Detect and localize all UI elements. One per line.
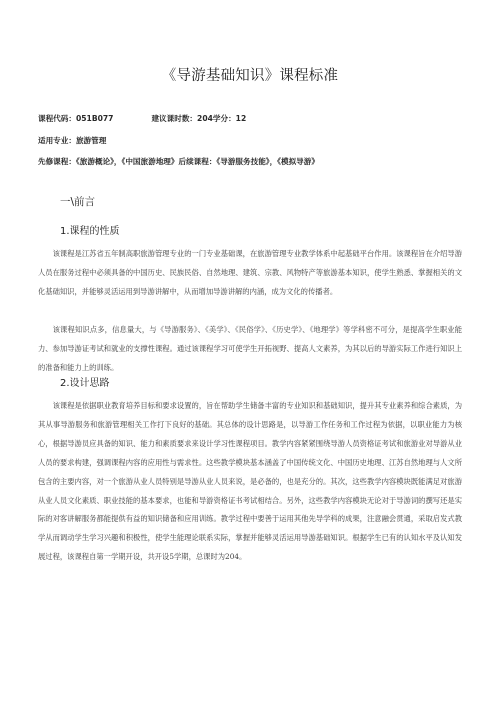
document-title: 《导游基础知识》课程标准: [161, 68, 339, 84]
course-meta-line: [38, 113, 246, 124]
subsection-heading-design: 2.设计思路: [60, 378, 110, 389]
hours-credits: 建议课时数：204学分：12: [151, 114, 247, 123]
paragraph: 该课程知识点多，信息量大，与《导游服务》、《美学》、《民俗学》、《历史学》、《地理学》等学科密不可分，是提高学生职业能力、参加导游证考试和就业的支撑性课程。通过该课程学习可使学生开拓视野、提高人文素养，为其以后的导游实际工作进行知识上的准备和能力上的训练。: [38, 325, 462, 372]
paragraph: 该课程是江苏省五年制高职旅游管理专业的一门专业基础课，在旅游管理专业教学体系中起基础平台作用。该课程旨在介绍导游人员在服务过程中必须具备的中国历史、民族民俗、自然地理、建筑、宗教、风物特产等旅游基本知识，使学生熟悉、掌握相关的文化基础知识，并能够灵活运用到导游讲解中，从而增加导游讲解的内涵，成为文化的传播者。: [38, 249, 462, 296]
paragraph: 该课程是依据职业教育培养目标和要求设置的，旨在帮助学生储备丰富的专业知识和基础知识，提升其专业素养和综合素质，为其从事导游服务和旅游管理相关工作打下良好的基础。其总体的设计思路是，以导游工作任务和工作过程为依据，以职业能力为核心，根据导游员应具备的知识、能力和素质要求来设计学习性课程项目。教学内容紧紧围绕导游人员资格证考试和旅游业对导游从业人员的要求构建，强调课程内容的应用性与需求性。这些教学模块基本涵盖了中国传统文化、中国历史地理、江苏自然地理与人文所包含的主要内容，对一个旅游从业人员特别是导游从业人员来说，是必备的，也是充分的。其次，这些教学内容模块既能满足对旅游从业人员文化素质、职业技能的基本要求，也能和导游资格证书考试相结合。另外，这些教学内容模块无论对于导游词的撰写还是实际的对客讲解服务都能提供有益的知识储备和应用训练。教学过程中要善于运用其他先导学科的成果，注意融会贯通，采取启发式教学从而调动学生学习兴趣和积极性，使学生能理论联系实际，掌握并能够灵活运用导游基础知识。根据学生已有的认知水平及认知发展过程，该课程自第一学期开设，共开设5学期，总课时为204。: [38, 401, 462, 562]
prerequisite-courses: 先修课程：《旅游概论》，《中国旅游地理》后续课程：《导游服务技能》，《模拟导游》: [38, 157, 319, 166]
course-code: 课程代码：051B077: [38, 114, 114, 123]
subsection-heading-nature: 1.课程的性质: [60, 226, 120, 237]
section-heading-preface: 一\前言: [60, 196, 96, 208]
applicable-major: 适用专业：旅游管理: [38, 136, 107, 145]
